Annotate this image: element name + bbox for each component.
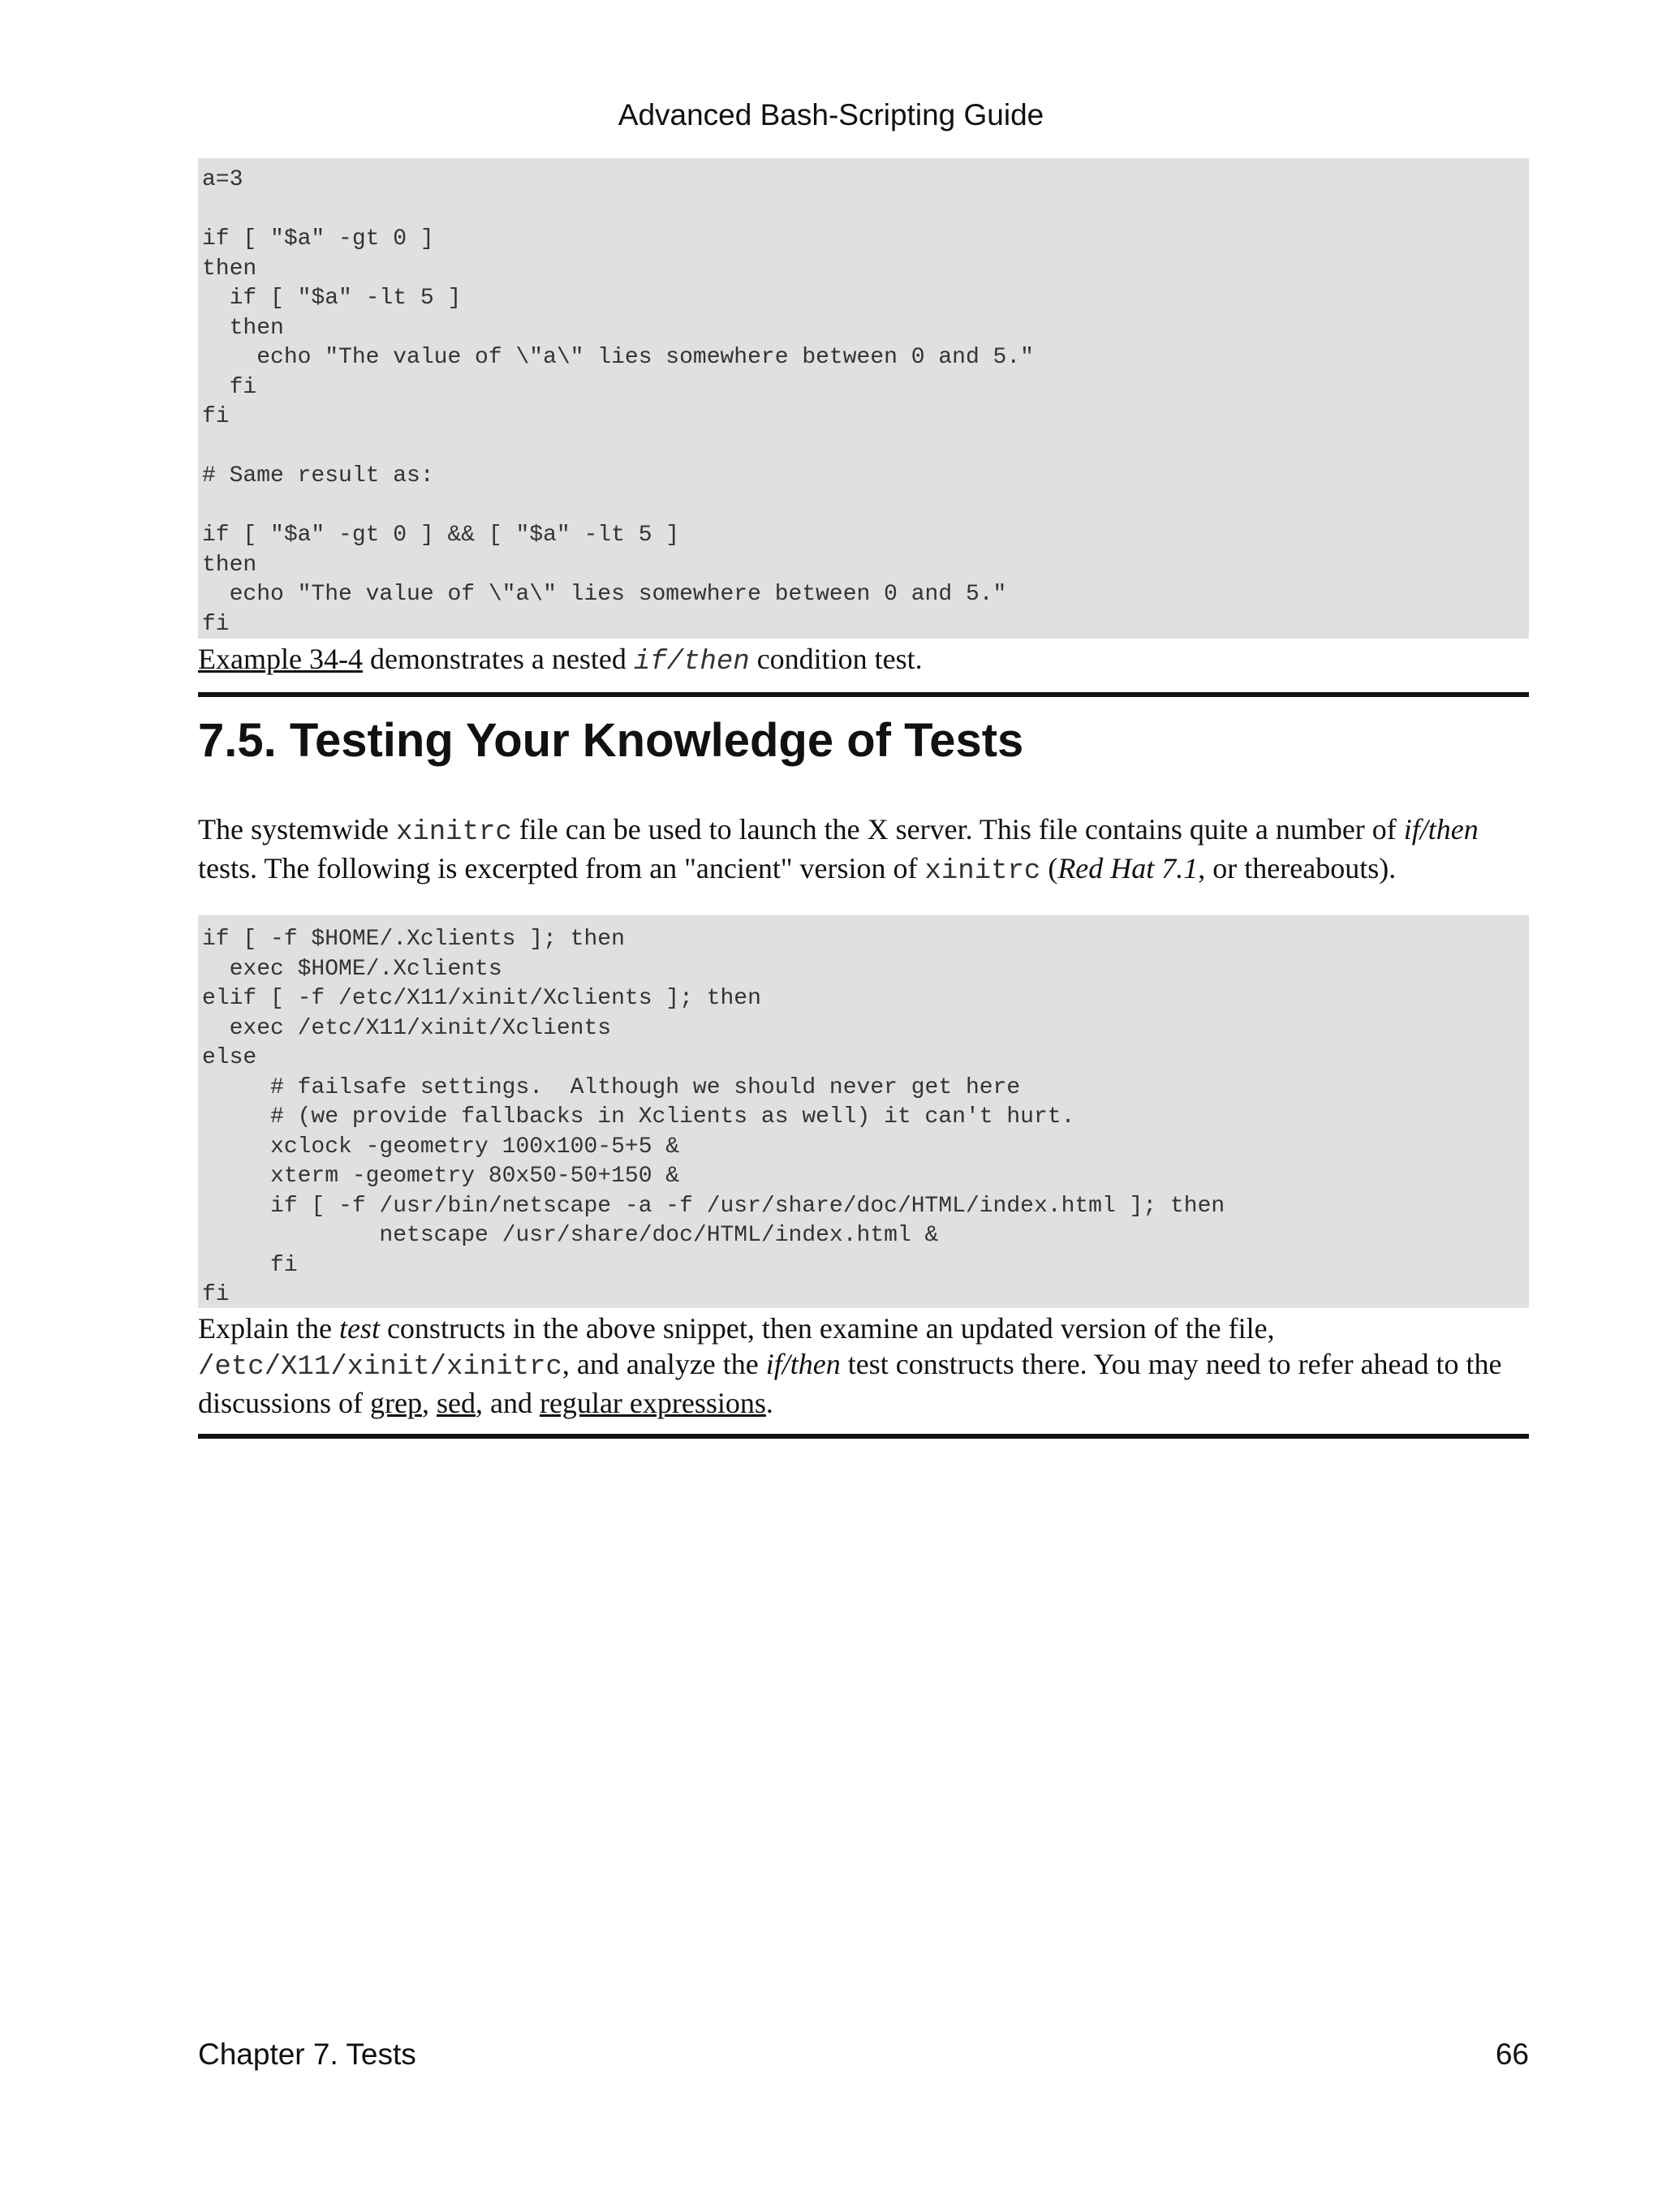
inline-code: /etc/X11/xinit/xinitrc [198,1352,562,1383]
section-divider [198,692,1529,697]
text: , and [475,1387,540,1419]
code-line: netscape /usr/share/doc/HTML/index.html & [202,1223,939,1248]
emphasis: if/then [1403,813,1479,846]
code-line: exec /etc/X11/xinit/Xclients [202,1015,612,1041]
inline-code: xinitrc [924,856,1041,887]
exercise-paragraph [198,1310,1529,1421]
text: , [421,1387,437,1419]
text: constructs in the above snippet, then examine an updated version of the file, [379,1312,1275,1345]
inline-code: if/then [633,647,750,678]
example-34-4-link[interactable]: Example 34-4 [198,643,363,675]
code-line: then [202,256,257,282]
code-line: if [ "$a" -lt 5 ] [202,286,462,311]
code-block-xinitrc [198,915,1529,1308]
code-line: fi [202,374,257,400]
code-line: if [ "$a" -gt 0 ] [202,226,434,252]
text: . [765,1387,773,1419]
code-line: exec $HOME/.Xclients [202,956,502,982]
text: test constructs there. You may need to refer ahead to the discussions of [198,1348,1502,1419]
code-line: # (we provide fallbacks in Xclients as well) it can't hurt. [202,1104,1075,1130]
code-line: fi [202,611,230,637]
emphasis: if/then [765,1348,841,1380]
code-line: then [202,552,257,578]
intro-paragraph [198,811,1529,889]
code-line: if [ -f $HOME/.Xclients ]; then [202,927,625,952]
code-block-nested-if [198,158,1529,639]
grep-link[interactable]: grep [370,1387,422,1419]
code-line: if [ -f /usr/bin/netscape -a -f /usr/share/doc/HTML/index.html ]; then [202,1193,1225,1219]
footer-chapter: Chapter 7. Tests [198,2038,416,2071]
code-line: then [202,315,284,341]
emphasis: Red Hat 7.1 [1057,852,1199,884]
emphasis: test [338,1312,380,1345]
text: The systemwide [198,813,396,846]
code-line: fi [202,404,230,429]
text: tests. The following is excerpted from an "ancient" version of [198,852,925,884]
text: demonstrates a nested [362,643,634,675]
text: ( [1040,852,1058,884]
code-line: xclock -geometry 100x100-5+5 & [202,1134,680,1160]
code-line: # Same result as: [202,463,434,488]
code-line: echo "The value of \"a\" lies somewhere between 0 and 5." [202,582,1007,607]
code-line: elif [ -f /etc/X11/xinit/Xclients ]; then [202,986,761,1011]
example-paragraph [198,641,1529,680]
code-line: xterm -geometry 80x50-50+150 & [202,1164,680,1189]
code-line: echo "The value of \"a\" lies somewhere between 0 and 5." [202,345,1034,370]
footer-page-number: 66 [1495,2038,1529,2071]
sed-link[interactable]: sed [436,1387,476,1419]
section-heading: 7.5. Testing Your Knowledge of Tests [198,714,1024,767]
page-header: Advanced Bash-Scripting Guide [618,98,1044,131]
inline-code: xinitrc [395,817,512,848]
code-line: if [ "$a" -gt 0 ] && [ "$a" -lt 5 ] [202,523,680,548]
text: , and analyze the [562,1348,766,1380]
code-line: fi [202,1282,230,1307]
text: Explain the [198,1312,339,1345]
text: , or thereabouts). [1198,852,1397,884]
code-line: a=3 [202,167,243,192]
text: file can be used to launch the X server. This file contains quite a number of [511,813,1404,846]
code-line: fi [202,1252,298,1278]
code-line: # failsafe settings. Although we should never get here [202,1074,1021,1100]
text: condition test. [749,643,923,675]
code-line: else [202,1045,257,1070]
regular-expressions-link[interactable]: regular expressions [539,1387,766,1419]
section-end-divider [198,1434,1529,1439]
